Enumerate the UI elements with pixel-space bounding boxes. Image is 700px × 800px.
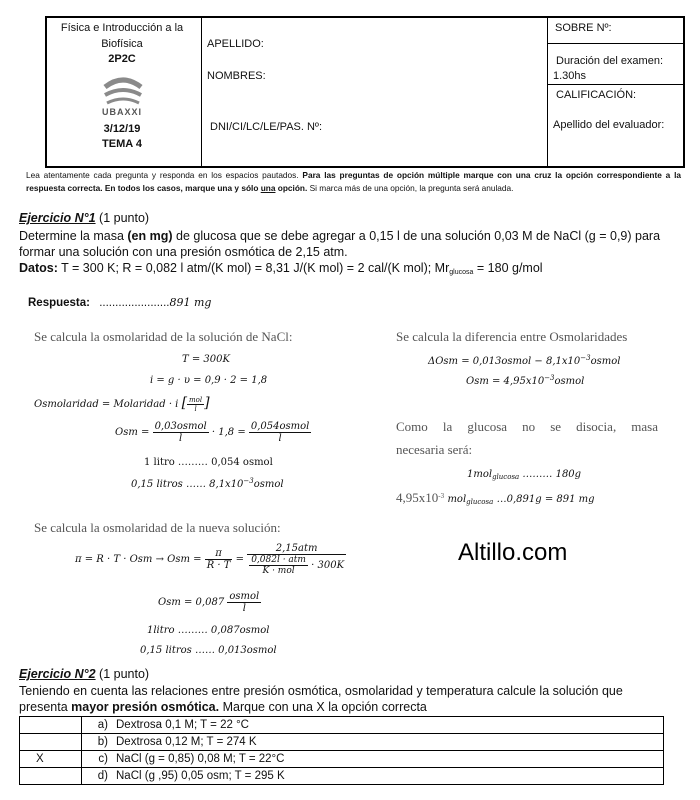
- ex1-q1b: (en mg): [127, 229, 173, 243]
- option-text: Dextrosa 0,1 M; T = 22 °C: [112, 717, 664, 734]
- eq-delta-res-exp: −3: [544, 374, 555, 382]
- instructions: [26, 169, 681, 195]
- respuesta-dots: ......................: [99, 297, 170, 309]
- instructions-bold: Para las preguntas de opción múltiple marque con una cruz la opción correspondiente a la respuesta correcta. En todos los casos, marque una y sólo: [26, 170, 681, 193]
- ex2-q2c: Marque con una X la opción correcta: [222, 700, 427, 714]
- sol-heading-diff: Se calcula la diferencia entre Osmolaridades: [396, 329, 628, 344]
- option-row[interactable]: [20, 717, 664, 734]
- sol-heading-new: Se calcula la osmolaridad de la nueva solución:: [34, 520, 281, 535]
- option-letter: c): [82, 751, 113, 768]
- ex1-q1a: Determine la masa: [19, 229, 124, 243]
- evaluador-label: Apellido del evaluador:: [553, 119, 665, 131]
- eq-gluc2-exp: -3: [438, 492, 445, 500]
- ex2-question: [19, 683, 684, 715]
- ex2-title: [19, 667, 149, 681]
- eq-litro2: [131, 477, 284, 490]
- ex1-points: (1 punto): [99, 211, 150, 225]
- eq-pi-lhs: π = R · T · Osm → Osm =: [75, 554, 202, 565]
- eq-delta-exp: −3: [580, 354, 591, 362]
- eq-delta-res: [466, 374, 584, 387]
- eq-pi-den: R · T: [206, 560, 231, 571]
- eq-num1: 0,03osmol: [154, 421, 207, 432]
- option-row[interactable]: [20, 751, 664, 768]
- course-name-line1: Física e Introducción a la: [60, 22, 184, 34]
- ex2-q2b: mayor presión osmótica.: [71, 700, 220, 714]
- eq-delta: [428, 354, 620, 367]
- eq-new-l2: 0,15 litros …… 0,013osmol: [140, 645, 277, 656]
- ex1-q1c: de glucosa que se debe agregar a 0,15 l de una solución 0,03 M de NaCl (g = 0,9) para: [176, 229, 661, 243]
- option-mark[interactable]: [20, 768, 82, 785]
- option-row[interactable]: [20, 734, 664, 751]
- eq-pi-inner-den: K · mol: [262, 566, 295, 576]
- eq-delta-unit: osmol: [590, 356, 621, 367]
- dni-label: DNI/CI/LC/LE/PAS. Nº:: [210, 121, 323, 133]
- option-letter: a): [82, 717, 113, 734]
- ex1-datos-sub: glucosa: [449, 269, 474, 276]
- eq-pi-eq: =: [235, 554, 245, 565]
- calificacion-label: CALIFICACIÓN:: [556, 89, 637, 101]
- eq-den2: l: [278, 433, 282, 444]
- exam-header: [45, 16, 685, 168]
- eq-gluc2: [396, 490, 595, 506]
- option-text: Dextrosa 0,12 M; T = 274 K: [112, 734, 664, 751]
- ex1-respuesta: [28, 296, 211, 309]
- instructions-opcion: opción.: [277, 183, 308, 193]
- eq-osm-def-text: Osmolaridad = Molaridad · i: [34, 399, 179, 410]
- eq-pi-num2: 2,15atm: [247, 543, 346, 555]
- ex1-title-text: Ejercicio N°1: [19, 211, 96, 225]
- logo-text: UBAXXI: [101, 107, 142, 117]
- eq-osm-calc: [115, 421, 311, 444]
- eq-litro2-exp: −3: [243, 477, 254, 485]
- eq-gluc1b: ……… 180g: [522, 469, 582, 480]
- eq-gluc1-sub: glucosa: [492, 473, 520, 481]
- eq-litro2-text: 0,15 litros …… 8,1x10: [131, 479, 244, 490]
- option-row[interactable]: [20, 768, 664, 785]
- eq-gluc2a: 4,95x10: [396, 490, 439, 505]
- eq-pi: [75, 543, 346, 576]
- eq-new-l1: 1litro ……… 0,087osmol: [147, 625, 270, 636]
- eq-gluc2b: mol: [447, 494, 467, 505]
- eq-T: T = 300K: [182, 354, 230, 365]
- ex1-question: [19, 228, 684, 281]
- ex2-points: (1 punto): [99, 667, 150, 681]
- option-letter: b): [82, 734, 113, 751]
- ex2-title-text: Ejercicio N°2: [19, 667, 96, 681]
- eq-gluc2c: …0,891g = 891 mg: [496, 494, 595, 505]
- exam-tema: TEMA 4: [102, 138, 142, 150]
- glucosa-text2: necesaria será:: [396, 442, 473, 457]
- option-text: NaCl (g ,95) 0,05 osm; T = 295 K: [112, 768, 664, 785]
- eq-unit-l: l: [194, 405, 197, 413]
- eq-den1: l: [179, 433, 183, 444]
- option-mark[interactable]: X: [20, 751, 82, 768]
- eq-osm-new: [158, 591, 261, 614]
- eq-osm-new-text: Osm = 0,087: [158, 597, 225, 608]
- eq-pi-inner-num: 0,082l · atm: [251, 555, 306, 565]
- eq-osm-lhs: Osm =: [115, 427, 150, 438]
- apellido-label: APELLIDO:: [207, 38, 264, 50]
- sol-heading-nacl: Se calcula la osmolaridad de la solución de NaCl:: [34, 329, 293, 344]
- ex1-datos-end: = 180 g/mol: [476, 261, 543, 275]
- glucosa-text1: Como la glucosa no se disocia, masa: [396, 419, 658, 434]
- course-name-line2: Biofísica: [101, 38, 143, 50]
- eq-litro2-unit: osmol: [253, 479, 284, 490]
- ex1-datos-label: Datos:: [19, 261, 58, 275]
- ex1-title: [19, 211, 149, 225]
- eq-i: i = g · υ = 0,9 · 2 = 1,8: [150, 375, 268, 386]
- eq-unit-mol: mol: [189, 396, 203, 404]
- respuesta-value: 891 mg: [169, 296, 212, 309]
- ex1-datos-text: T = 300 K; R = 0,082 l atm/(K mol) = 8,31 J/(K mol) = 2 cal/(K mol); Mr: [61, 261, 450, 275]
- eq-delta-res-unit: osmol: [554, 376, 585, 387]
- option-letter: d): [82, 768, 113, 785]
- ubaxxi-logo-icon: [101, 73, 145, 107]
- eq-delta-text: ΔOsm = 0,013osmol − 8,1x10: [428, 356, 581, 367]
- eq-gluc2-sub: glucosa: [466, 498, 494, 506]
- eq-litro1: 1 litro ……… 0,054 osmol: [144, 457, 273, 468]
- eq-osm-new-num: osmol: [229, 591, 260, 602]
- eq-pi-num: π: [205, 548, 233, 560]
- ex2-q2a: presenta: [19, 700, 68, 714]
- instructions-una: una: [260, 183, 276, 193]
- duracion-label: Duración del examen:: [556, 55, 664, 67]
- exam-date: 3/12/19: [103, 123, 141, 135]
- eq-delta-res-text: Osm = 4,95x10: [466, 376, 545, 387]
- eq-pi-tail: · 300K: [311, 560, 345, 571]
- nombres-label: NOMBRES:: [207, 70, 266, 82]
- eq-osm-def: Osmolaridad = Molaridad · i [ $\frac{\text{mol}}{l}$ ]: [34, 395, 210, 413]
- eq-num2: 0,054osmol: [250, 421, 310, 432]
- ex1-q2: formar una solución con una presión osmótica de 2,15 atm.: [19, 245, 348, 259]
- sobre-label: SOBRE Nº:: [555, 22, 612, 34]
- duracion-value: 1.30hs: [553, 70, 587, 82]
- instructions-anulada: Si marca más de una opción, la pregunta será anulada.: [309, 183, 514, 193]
- option-mark[interactable]: [20, 734, 82, 751]
- watermark-text: Altillo.com: [458, 539, 568, 566]
- ex2-q1: Teniendo en cuenta las relaciones entre presión osmótica, osmolaridad y temperatura calcule la solución que: [19, 684, 623, 698]
- instructions-text: Lea atentamente cada pregunta y responda en los espacios pautados.: [26, 170, 299, 180]
- course-code: 2P2C: [108, 53, 136, 65]
- respuesta-label: Respuesta:: [28, 297, 90, 309]
- eq-gluc1: [467, 469, 581, 481]
- ex2-options-table: [19, 716, 664, 785]
- eq-mult: · 1,8 =: [211, 427, 246, 438]
- eq-osm-new-den: l: [242, 603, 246, 614]
- eq-gluc1a: 1mol: [467, 469, 493, 480]
- option-text: NaCl (g = 0,85) 0,08 M; T = 22°C: [112, 751, 664, 768]
- option-mark[interactable]: [20, 717, 82, 734]
